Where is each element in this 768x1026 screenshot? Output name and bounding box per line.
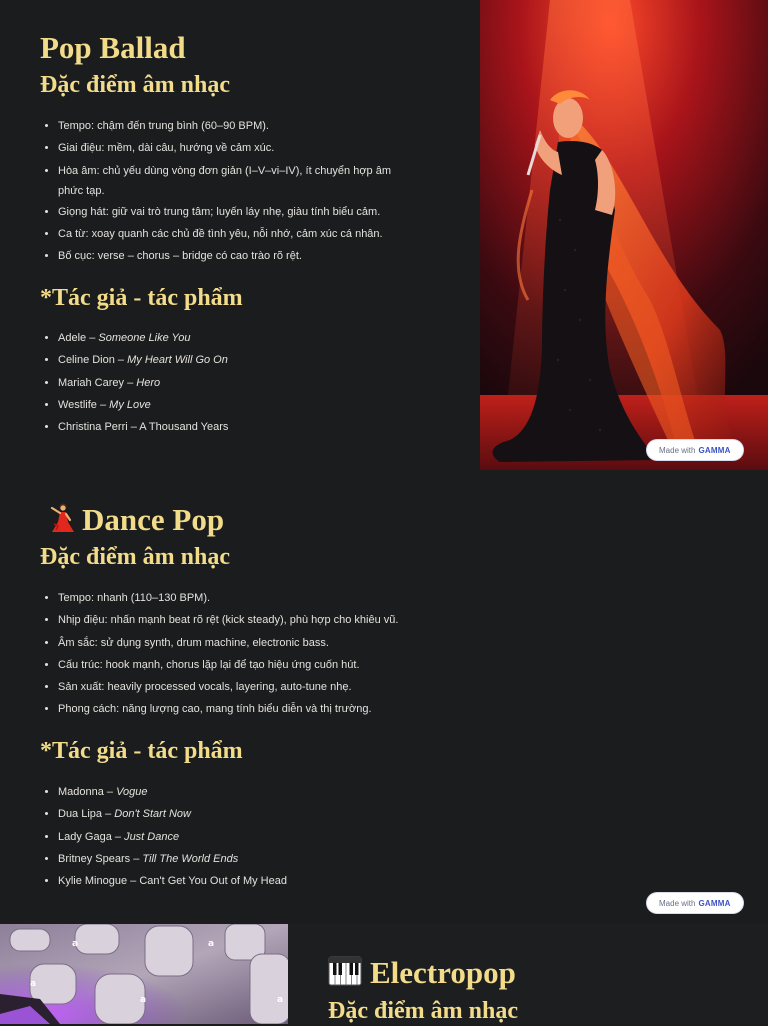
dancer-icon	[44, 502, 76, 534]
list-item: • Christina Perri – A Thousand Years	[58, 416, 458, 438]
works-list	[40, 781, 478, 892]
made-with-gamma-badge[interactable]: Made with GAMMA	[647, 893, 743, 913]
section-subtitle: Đặc điểm âm nhạc	[328, 998, 518, 1024]
list-item: • Madonna – Vogue	[58, 781, 478, 803]
section-title-electropop: Electropop	[328, 954, 516, 992]
list-item: • Lady Gaga – Just Dance	[58, 826, 478, 848]
list-item: • Bố cục: verse – chorus – bridge có cao trào rõ rệt.	[58, 245, 458, 267]
svg-text:a: a	[208, 939, 215, 949]
list-item: • Celine Dion – My Heart Will Go On	[58, 349, 458, 371]
list-item: • Cấu trúc: hook mạnh, chorus lặp lại để tạo hiệu ứng cuốn hút.	[58, 654, 478, 676]
section-subtitle: Đặc điểm âm nhạc	[40, 72, 230, 98]
list-item: • Âm sắc: sử dụng synth, drum machine, electronic bass.	[58, 632, 478, 654]
svg-text:a: a	[277, 995, 284, 1005]
section-title-dance-pop: Dance Pop	[44, 501, 224, 539]
made-with-gamma-badge[interactable]: Made with GAMMA	[647, 440, 743, 460]
features-list	[40, 115, 458, 268]
list-item: • Phong cách: năng lượng cao, mang tính biểu diễn và thị trường.	[58, 698, 478, 720]
list-item: • Tempo: nhanh (110–130 BPM).	[58, 587, 478, 609]
list-item: • Giai điệu: mềm, dài câu, hướng về cảm xúc.	[58, 137, 458, 159]
works-heading: *Tác giả - tác phẩm	[40, 738, 243, 764]
dance-pop-section	[0, 470, 768, 924]
synthesizer-image	[0, 924, 288, 1024]
section-subtitle: Đặc điểm âm nhạc	[40, 544, 230, 570]
electropop-section	[0, 924, 768, 1024]
works-list	[40, 327, 458, 438]
svg-text:a: a	[72, 939, 79, 949]
list-item: • Adele – Someone Like You	[58, 327, 458, 349]
piano-icon	[328, 956, 362, 986]
svg-text:a: a	[30, 979, 37, 989]
list-item: • Dua Lipa – Don't Start Now	[58, 803, 478, 825]
list-item: • Britney Spears – Till The World Ends	[58, 848, 478, 870]
section-title-pop-ballad: Pop Ballad	[40, 30, 186, 65]
list-item: • Giọng hát: giữ vai trò trung tâm; luyến láy nhẹ, giàu tính biểu cảm.	[58, 201, 458, 223]
list-item: • Mariah Carey – Hero	[58, 372, 458, 394]
works-heading: *Tác giả - tác phẩm	[40, 285, 243, 311]
list-item: • Ca từ: xoay quanh các chủ đề tình yêu, nỗi nhớ, cảm xúc cá nhân.	[58, 223, 458, 245]
singer-on-stage-image	[480, 0, 768, 470]
svg-text:a: a	[140, 995, 147, 1005]
list-item: • Kylie Minogue – Can't Get You Out of My Head	[58, 870, 478, 892]
list-item: • Hòa âm: chủ yếu dùng vòng đơn giản (I–V–vi–IV), ít chuyển hợp âm phức tạp.	[58, 160, 458, 201]
list-item: • Tempo: chậm đến trung bình (60–90 BPM).	[58, 115, 458, 137]
list-item: • Nhịp điệu: nhấn mạnh beat rõ rệt (kick steady), phù hợp cho khiêu vũ.	[58, 609, 478, 631]
list-item: • Westlife – My Love	[58, 394, 458, 416]
features-list	[40, 587, 478, 721]
list-item: • Sản xuất: heavily processed vocals, layering, auto-tune nhẹ.	[58, 676, 478, 698]
pop-ballad-section	[0, 0, 768, 470]
